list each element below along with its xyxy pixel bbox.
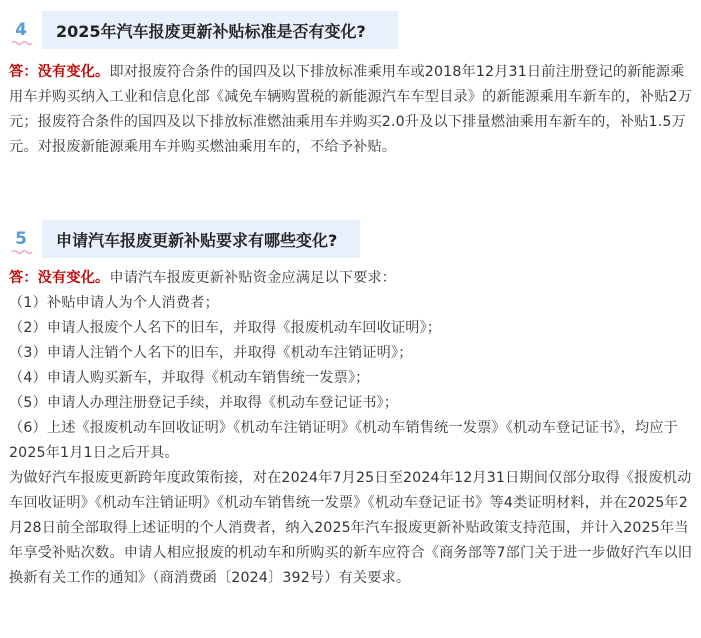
answer-paragraph-4	[9, 60, 693, 160]
question-title: 申请汽车报废更新补贴要求有哪些变化?	[42, 220, 360, 258]
requirement-item: （5）申请人办理注册登记手续，并取得《机动车登记证书》；	[9, 395, 399, 411]
transition-paragraph: 为做好汽车报废更新跨年度政策衔接，对在2024年7月25日至2024年12月31日期间仅部分取得《报废机动车回收证明》《机动车注销证明》《机动车销售统一发票》《机动车登记证书》等4类证明材料，并在2025年2月28日前全部取得上述证明的个人消费者，纳入2025年汽车报废更新补贴政策支持范围，并计入2025年当年享受补贴次数。申请人相应报废的机动车和所购买的新车应符合《商务部等7部门关于进一步做好汽车以旧换新有关工作的通知》（商消费函〔2024〕392号）有关要求。	[9, 470, 693, 586]
requirement-item: （1）补贴申请人为个人消费者；	[9, 295, 219, 311]
question-header-4	[0, 11, 398, 49]
requirement-item: （6）上述《报废机动车回收证明》《机动车注销证明》《机动车销售统一发票》《机动车登记证书》，均应于2025年1月1日之后开具。	[9, 420, 678, 461]
question-title: 2025年汽车报废更新补贴标准是否有变化?	[42, 11, 398, 49]
question-number: 4	[15, 20, 27, 40]
answer-intro-line	[9, 266, 693, 291]
answer-label: 答：没有变化。	[9, 270, 110, 286]
question-number-badge	[0, 11, 42, 49]
requirement-item: （2）申请人报废个人名下的旧车，并取得《报废机动车回收证明》；	[9, 320, 442, 336]
question-header-5	[0, 220, 360, 258]
answer-intro: 申请汽车报废更新补贴资金应满足以下要求：	[109, 270, 397, 286]
requirement-item: （3）申请人注销个人名下的旧车，并取得《机动车注销证明》；	[9, 345, 413, 361]
squiggle-decoration-icon	[11, 40, 33, 46]
squiggle-decoration-icon	[11, 249, 33, 255]
question-number: 5	[15, 229, 27, 249]
answer-text: 即对报废符合条件的国四及以下排放标准乘用车或2018年12月31日前注册登记的新能源乘用车并购买纳入工业和信息化部《减免车辆购置税的新能源汽车车型目录》的新能源乘用车新车的，补贴2万元；报废符合条件的国四及以下排放标准燃油乘用车并购买2.0升及以下排量燃油乘用车新车的，补贴1.5万元。对报废新能源乘用车并购买燃油乘用车的，不给予补贴。	[9, 64, 693, 155]
answer-label: 答：没有变化。	[9, 64, 110, 80]
answer-section-5	[9, 266, 693, 591]
requirement-item: （4）申请人购买新车，并取得《机动车销售统一发票》；	[9, 370, 370, 386]
question-number-badge	[0, 220, 42, 258]
